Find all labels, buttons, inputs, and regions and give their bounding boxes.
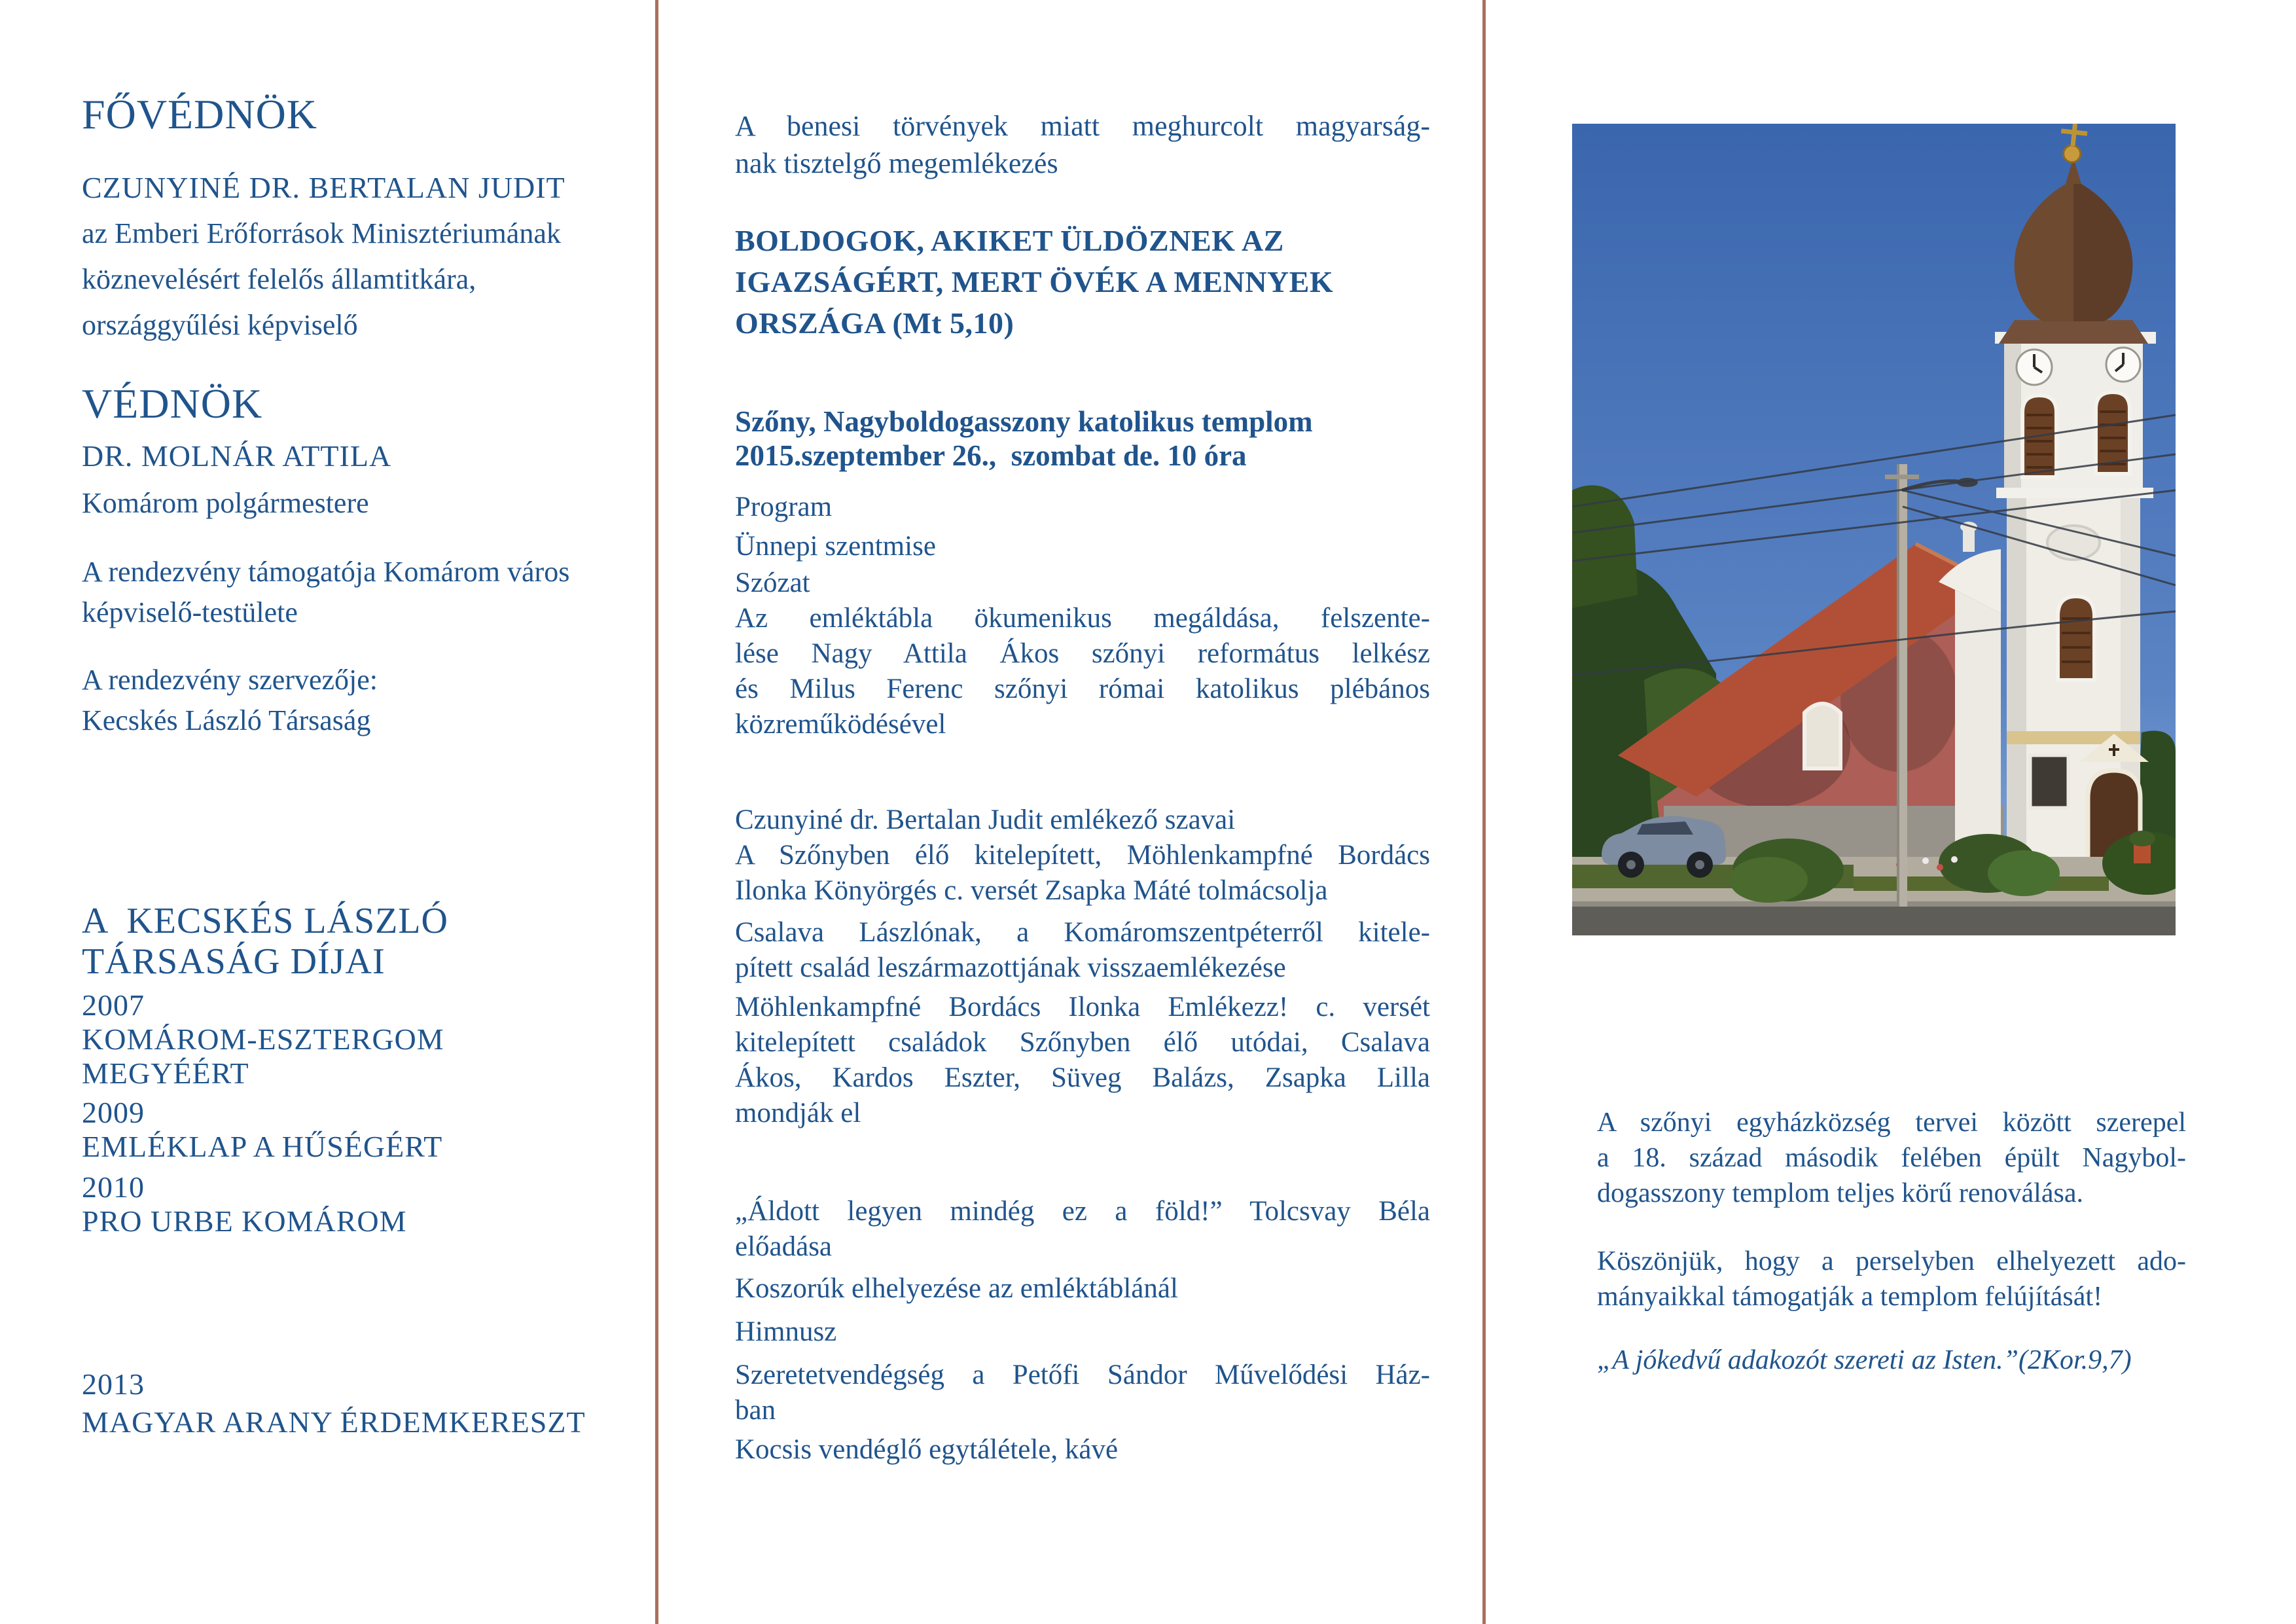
street [1572,857,2176,935]
patron-description: Komárom polgármestere [82,487,369,519]
church-photo-svg [1572,124,2176,935]
beatitude-quote [735,220,1430,344]
program-item [735,529,1430,564]
award-2007 [82,988,645,1091]
text-line: köznevelésért felelős államtitkára, [82,263,476,295]
text-line: A szőnyi egyházközség tervei között szerepel [1597,1108,2186,1138]
text-line: a 18. század második felében épült Nagybol- [1597,1143,2186,1173]
award-title: MAGYAR ARANY ÉRDEMKERESZT [82,1405,586,1439]
program-item [735,838,1430,909]
text-line: Kecskés László Társaság [82,704,371,736]
text-line: Ünnepi szentmise [735,531,936,562]
award-year: 2007 [82,988,145,1022]
program-item [735,1358,1430,1428]
renovation-paragraph [1597,1105,2186,1211]
program-item [735,601,1430,742]
text-line: Czunyiné dr. Bertalan Judit emlékező szavai [735,804,1236,835]
text-line: kitelepített családok Szőnyben élő utódai, Csalava [735,1027,1430,1058]
thanks-paragraph [1597,1244,2186,1314]
text-line: TÁRSASÁG DÍJAI [82,941,386,982]
text-line: lése Nagy Attila Ákos szőnyi református lelkész [735,638,1430,669]
award-year: 2013 [82,1367,145,1401]
text-line: Kocsis vendéglő egytálétele, kávé [735,1434,1119,1465]
text-line: dogasszony templom teljes körű renoválása. [1597,1178,2083,1208]
venue-and-date [735,405,1430,473]
heading-fovednok: FŐVÉDNÖK [82,91,317,137]
program-heading: Program [735,492,833,522]
text-line: ORSZÁGA (Mt 5,10) [735,306,1014,340]
patron-name: DR. MOLNÁR ATTILA [82,439,392,473]
column-divider-right [1482,0,1486,1624]
program-item [735,1314,1430,1350]
text-line: Himnusz [735,1316,837,1347]
award-year: 2009 [82,1096,145,1129]
award-year: 2010 [82,1170,145,1204]
text-line: mondják el [735,1098,861,1128]
text-line: „Áldott legyen mindég ez a föld!” Tolcsvay Béla [735,1196,1430,1227]
text-line: A KECSKÉS LÁSZLÓ [82,901,448,941]
text-line: IGAZSÁGÉRT, MERT ÖVÉK A MENNYEK [735,265,1334,298]
text-line: A rendezvény támogatója Komárom város [82,556,570,588]
program-item [735,915,1430,986]
award-2013 [82,1365,645,1441]
awards-heading [82,901,645,982]
program-item [735,990,1430,1131]
text-line: Köszönjük, hogy a perselyben elhelyezett ado- [1597,1246,2186,1276]
text-line: Csalava Lászlónak, a Komáromszentpéterről kitele- [735,917,1430,948]
text-line: Szeretetvendégség a Petőfi Sándor Művelődési Ház- [735,1360,1430,1390]
award-title: KOMÁROM-ESZTERGOM [82,1022,444,1056]
intro-paragraph [735,107,1430,182]
text-line: Ilonka Könyörgés c. versét Zsapka Máté tolmácsolja [735,875,1328,906]
award-2009 [82,1096,645,1164]
award-title: MEGYÉÉRT [82,1056,249,1090]
award-2010 [82,1170,645,1238]
text-line: az Emberi Erőforrások Minisztériumának [82,217,561,249]
venue-line: Szőny, Nagyboldogasszony katolikus templom [735,405,1313,438]
text-line: Koszorúk elhelyezése az emléktáblánál [735,1273,1178,1304]
award-title: PRO URBE KOMÁROM [82,1204,407,1238]
text-line: pített család leszármazottjának visszaemlékezése [735,952,1286,983]
text-line: előadása [735,1231,833,1262]
text-line: A benesi törvények miatt meghurcolt magyarság- [735,110,1430,142]
church-photo [1572,124,2176,935]
award-title: EMLÉKLAP A HŰSÉGÉRT [82,1130,443,1163]
main-patron-name: CZUNYINÉ DR. BERTALAN JUDIT [82,171,565,204]
program-item [735,803,1430,838]
text-line: közreműködésével [735,709,946,740]
program-item [735,1271,1430,1307]
date-line: 2015.szeptember 26., szombat de. 10 óra [735,439,1247,472]
supporter-note [82,552,645,633]
program-item [735,1432,1430,1468]
text-line: Möhlenkampfné Bordács Ilonka Emlékezz! c. versét [735,992,1430,1022]
program-item [735,1194,1430,1265]
organizer-note [82,660,645,741]
heading-vednok: VÉDNÖK [82,380,263,427]
text-line: és Milus Ferenc szőnyi római katolikus plébános [735,674,1430,704]
text-line: Szózat [735,568,810,598]
text-line: Ákos, Kardos Eszter, Süveg Balázs, Zsapka Lilla [735,1062,1430,1093]
text-line: képviselő-testülete [82,596,298,628]
text-line: nak tisztelgő megemlékezés [735,147,1058,179]
text-line: Az emléktábla ökumenikus megáldása, felszente- [735,603,1430,634]
column-divider-left [655,0,658,1624]
text-line: mányaikkal támogatják a templom felújítását! [1597,1282,2103,1312]
main-patron-description [82,211,645,348]
text-line: A Szőnyben élő kitelepített, Möhlenkampfné Bordács [735,840,1430,871]
text-line: A rendezvény szervezője: [82,664,378,696]
program-item [735,566,1430,601]
text-line: országgyűlési képviselő [82,309,358,341]
text-line: BOLDOGOK, AKIKET ÜLDÖZNEK AZ [735,224,1284,257]
text-line: ban [735,1395,776,1426]
bible-quote: „A jókedvű adakozót szereti az Isten.”(2Kor.9,7) [1597,1345,2132,1375]
